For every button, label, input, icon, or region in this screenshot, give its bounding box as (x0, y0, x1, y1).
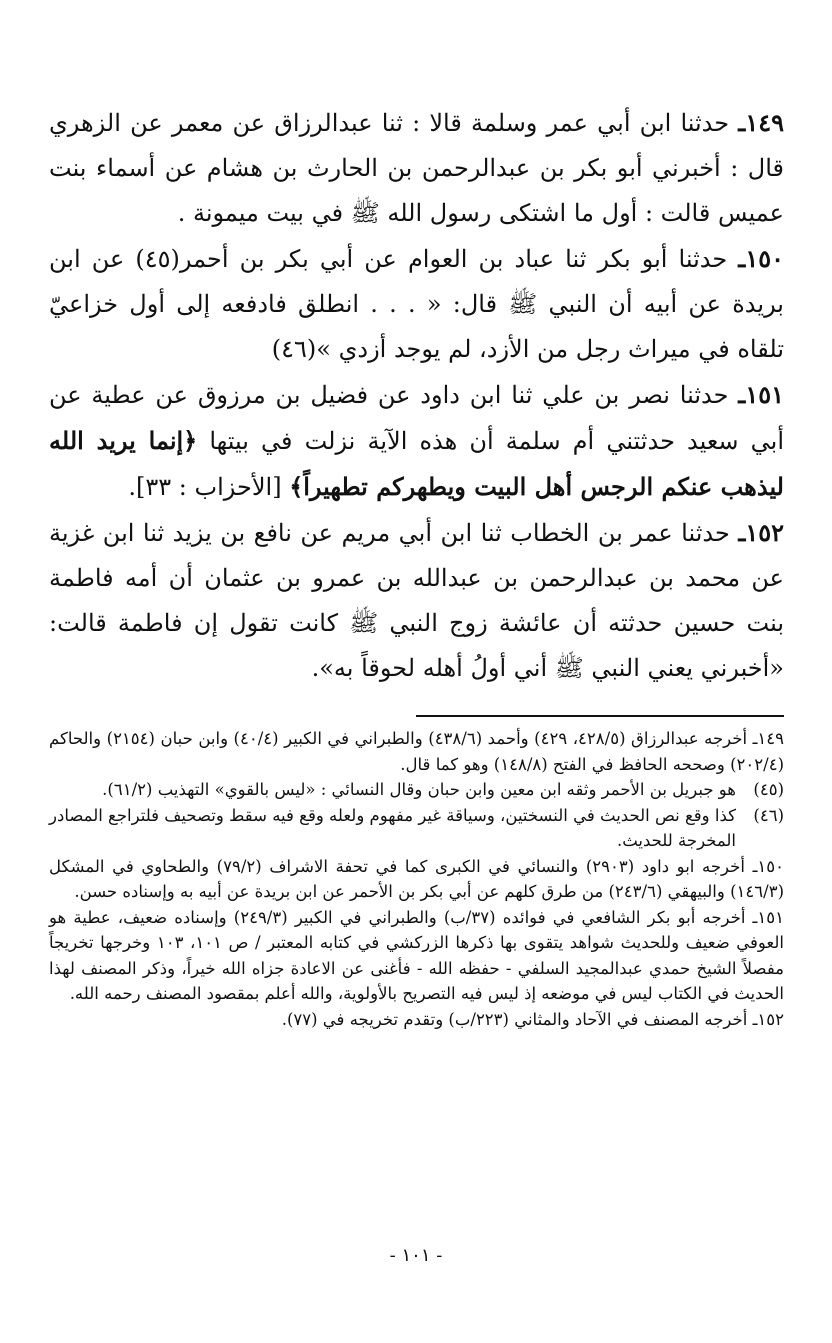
footnote-marker: (٤٥) (753, 780, 784, 799)
footnote-46 (49, 803, 784, 854)
footnote-text: كذا وقع نص الحديث في النسختين، وسياقة غير مفهوم ولعله وقع فيه سقط وتصحيف فلتراجع المصادر المخرجة للحديث. (49, 805, 736, 850)
note-150: ١٥٠ـ أخرجه ابو داود (٢٩٠٣) والنسائي في الكبرى كما في تحفة الاشراف (٧٩/٢) والطحاوي في المشكل (١٤٦/٣) والبيهقي (٢٤٣/٦) من طرق كلهم عن أبي بكر بن الأحمر عن ابن بريدة عن أبيه به وإسناده حسن. (49, 856, 785, 901)
hadith-150 (49, 236, 784, 372)
footnote-45 (49, 777, 784, 803)
note-149: ١٤٩ـ أخرجه عبدالرزاق (٤٢٨/٥، ٤٢٩) وأحمد (٤٣٨/٦) والطبراني في الكبير (٤٠/٤) وابن حبان (٢١٥٤) والحاكم (٢٠٢/٤) وصححه الحافظ في الفتح (١٤٨/٨) وهو كما قال. (49, 729, 784, 774)
quran-verse: ﴿إنما يريد الله ليذهب عنكم الرجس أهل البيت ويطهركم تطهيراً﴾ (49, 426, 784, 501)
hadith-text: حدثنا ابن أبي عمر وسلمة قالا : ثنا عبدالرزاق عن معمر عن الزهري قال : أخبرني أبو بكر بن عبدالرحمن بن الحارث بن هشام عن أسماء بنت عميس قالت : أول ما اشتكى رسول الله ﷺ في بيت ميمونة . (49, 109, 784, 227)
footnotes (49, 726, 784, 1032)
hadith-number: ١٥٠ـ (738, 244, 784, 273)
verse-reference: [الأحزاب : ٣٣]. (128, 473, 290, 501)
hadith-number: ١٥١ـ (738, 380, 784, 409)
hadith-text: حدثنا عمر بن الخطاب ثنا ابن أبي مريم عن نافع بن يزيد ثنا ابن غزية عن محمد بن عبدالرحمن بن عبدالله بن عمرو بن عثمان أن أمه فاطمة بنت حسين حدثته أن عائشة زوج النبي ﷺ كانت تقول إن فاطمة قالت: «أخبرني يعني النبي ﷺ أني أولُ أهله لحوقاً به». (49, 519, 784, 682)
footnote-marker: (٤٦) (753, 805, 784, 825)
footnote-text: هو جبريل بن الأحمر وثقه ابن معين وابن حبان وقال النسائي : «ليس بالقوي» التهذيب (٦١/٢). (102, 780, 736, 799)
hadith-152 (49, 510, 784, 691)
page-number: - ١٠١ - (389, 1245, 443, 1266)
hadith-number: ١٥٢ـ (738, 518, 785, 547)
note-151: ١٥١ـ أخرجه أبو بكر الشافعي في فوائده (٣٧/ب) والطبراني في الكبير (٢٤٩/٣) وإسناده ضعيف، عطية هو العوفي ضعيف وللحديث شواهد يتقوى بها ذكرها الزركشي في كتابه المعتبر / ص ١٠١، ١٠٣ وخرجها تخريجاً مفصلاً الشيخ حمدي عبدالمجيد السلفي - حفظه الله - فأغنى عن الاعادة جزاه الله خيراً، وذكر المصنف لهذا الحديث في الكتاب ليس في موضعه إذ ليس فيه التصريح بالأولوية، والله أعلم بمقصود المصنف رحمه الله. (49, 907, 785, 1003)
hadith-149 (49, 100, 784, 236)
hadith-151 (49, 372, 784, 510)
hadith-text: حدثنا أبو بكر ثنا عباد بن العوام عن أبي بكر بن أحمر(٤٥) عن ابن بريدة عن أبيه أن النبي ﷺ قال: « . . . انطلق فادفعه إلى أول خزاعيّ تلقاه في ميراث رجل من الأزد، لم يوجد أزدي »(٤٦) (49, 245, 784, 363)
hadith-text: حدثنا نصر بن علي ثنا ابن داود عن فضيل بن مرزوق عن عطية عن أبي سعيد حدثتني أم سلمة أن هذه الآية نزلت في بيتها (49, 381, 784, 455)
footnote-divider (416, 715, 784, 717)
hadith-text-body (49, 100, 784, 691)
note-152: ١٥٢ـ أخرجه المصنف في الآحاد والمثاني (٢٢٣/ب) وتقدم تخريجه في (٧٧). (281, 1009, 784, 1029)
hadith-number: ١٤٩ـ (738, 108, 784, 137)
